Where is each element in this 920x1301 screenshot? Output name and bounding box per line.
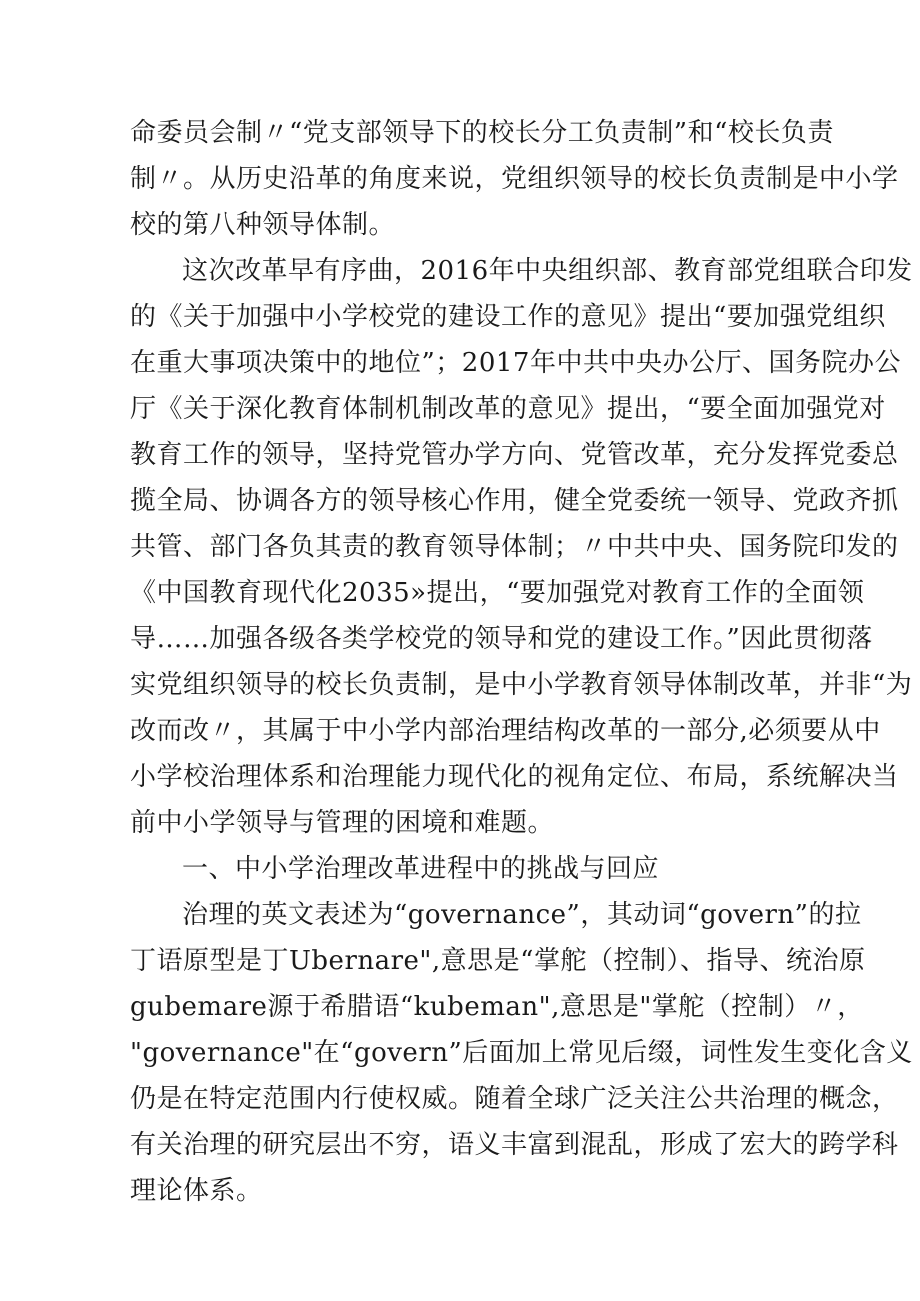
paragraph-2-line-12: 小学校治理体系和治理能力现代化的视角定位、布局，系统解决当 [130,762,899,792]
paragraph-2-line-4: 厅《关于深化教育体制机制改革的意见》提出，“要全面加强党对 [130,394,886,424]
paragraph-2-line-2: 的《关于加强中小学校党的建设工作的意见》提出“要加强党组织 [130,302,886,332]
paragraph-2-line-8: 《中国教育现代化2035»提出，“要加强党对教育工作的全面领 [130,578,865,608]
paragraph-2-line-11: 改而改〃，其属于中小学内部治理结构改革的一部分,必须要从中 [130,716,881,746]
paragraph-2-line-1: 这次改革早有序曲，2016年中央组织部、教育部党组联合印发 [182,256,913,286]
paragraph-3-line-7: 理论体系。 [130,1176,263,1206]
paragraph-1-line-1: 命委员会制〃“党支部领导下的校长分工负责制”和“校长负责 [130,118,834,148]
section-heading: 一、中小学治理改革进程中的挑战与回应 [182,854,660,884]
paragraph-3-line-5: 仍是在特定范围内行使权威。随着全球广泛关注公共治理的概念， [130,1084,899,1114]
paragraph-3-line-2: 丁语原型是丁Ubernare",意思是“掌舵（控制）、指导、统治原 [130,946,866,976]
paragraph-1-line-3: 校的第八种领导体制。 [130,210,396,240]
paragraph-2-line-13: 前中小学领导与管理的困境和难题。 [130,808,555,838]
paragraph-3-line-4: "governance"在“govern”后面加上常见后缀，词性发生变化含义 [130,1038,913,1068]
paragraph-2-line-10: 实党组织领导的校长负责制，是中小学教育领导体制改革，并非“为 [130,670,913,700]
paragraph-3-line-1: 治理的英文表述为“governance”，其动词“govern”的拉 [182,900,862,930]
paragraph-3-line-6: 有关治理的研究层出不穷，语义丰富到混乱，形成了宏大的跨学科 [130,1130,899,1160]
paragraph-2-line-7: 共管、部门各负其责的教育领导体制；〃中共中央、国务院印发的 [130,532,899,562]
paragraph-2-line-6: 揽全局、协调各方的领导核心作用，健全党委统一领导、党政齐抓 [130,486,899,516]
paragraph-2-line-5: 教育工作的领导，坚持党管办学方向、党管改革，充分发挥党委总 [130,440,899,470]
paragraph-3-line-3: gubemare源于希腊语“kubeman",意思是"掌舵（控制）〃， [130,992,864,1022]
paragraph-1-line-2: 制〃。从历史沿革的角度来说，党组织领导的校长负责制是中小学 [130,164,899,194]
paragraph-2-line-9: 导……加强各级各类学校党的领导和党的建设工作。”因此贯彻落 [130,624,873,654]
paragraph-2-line-3: 在重大事项决策中的地位”；2017年中共中央办公厅、国务院办公 [130,348,901,378]
